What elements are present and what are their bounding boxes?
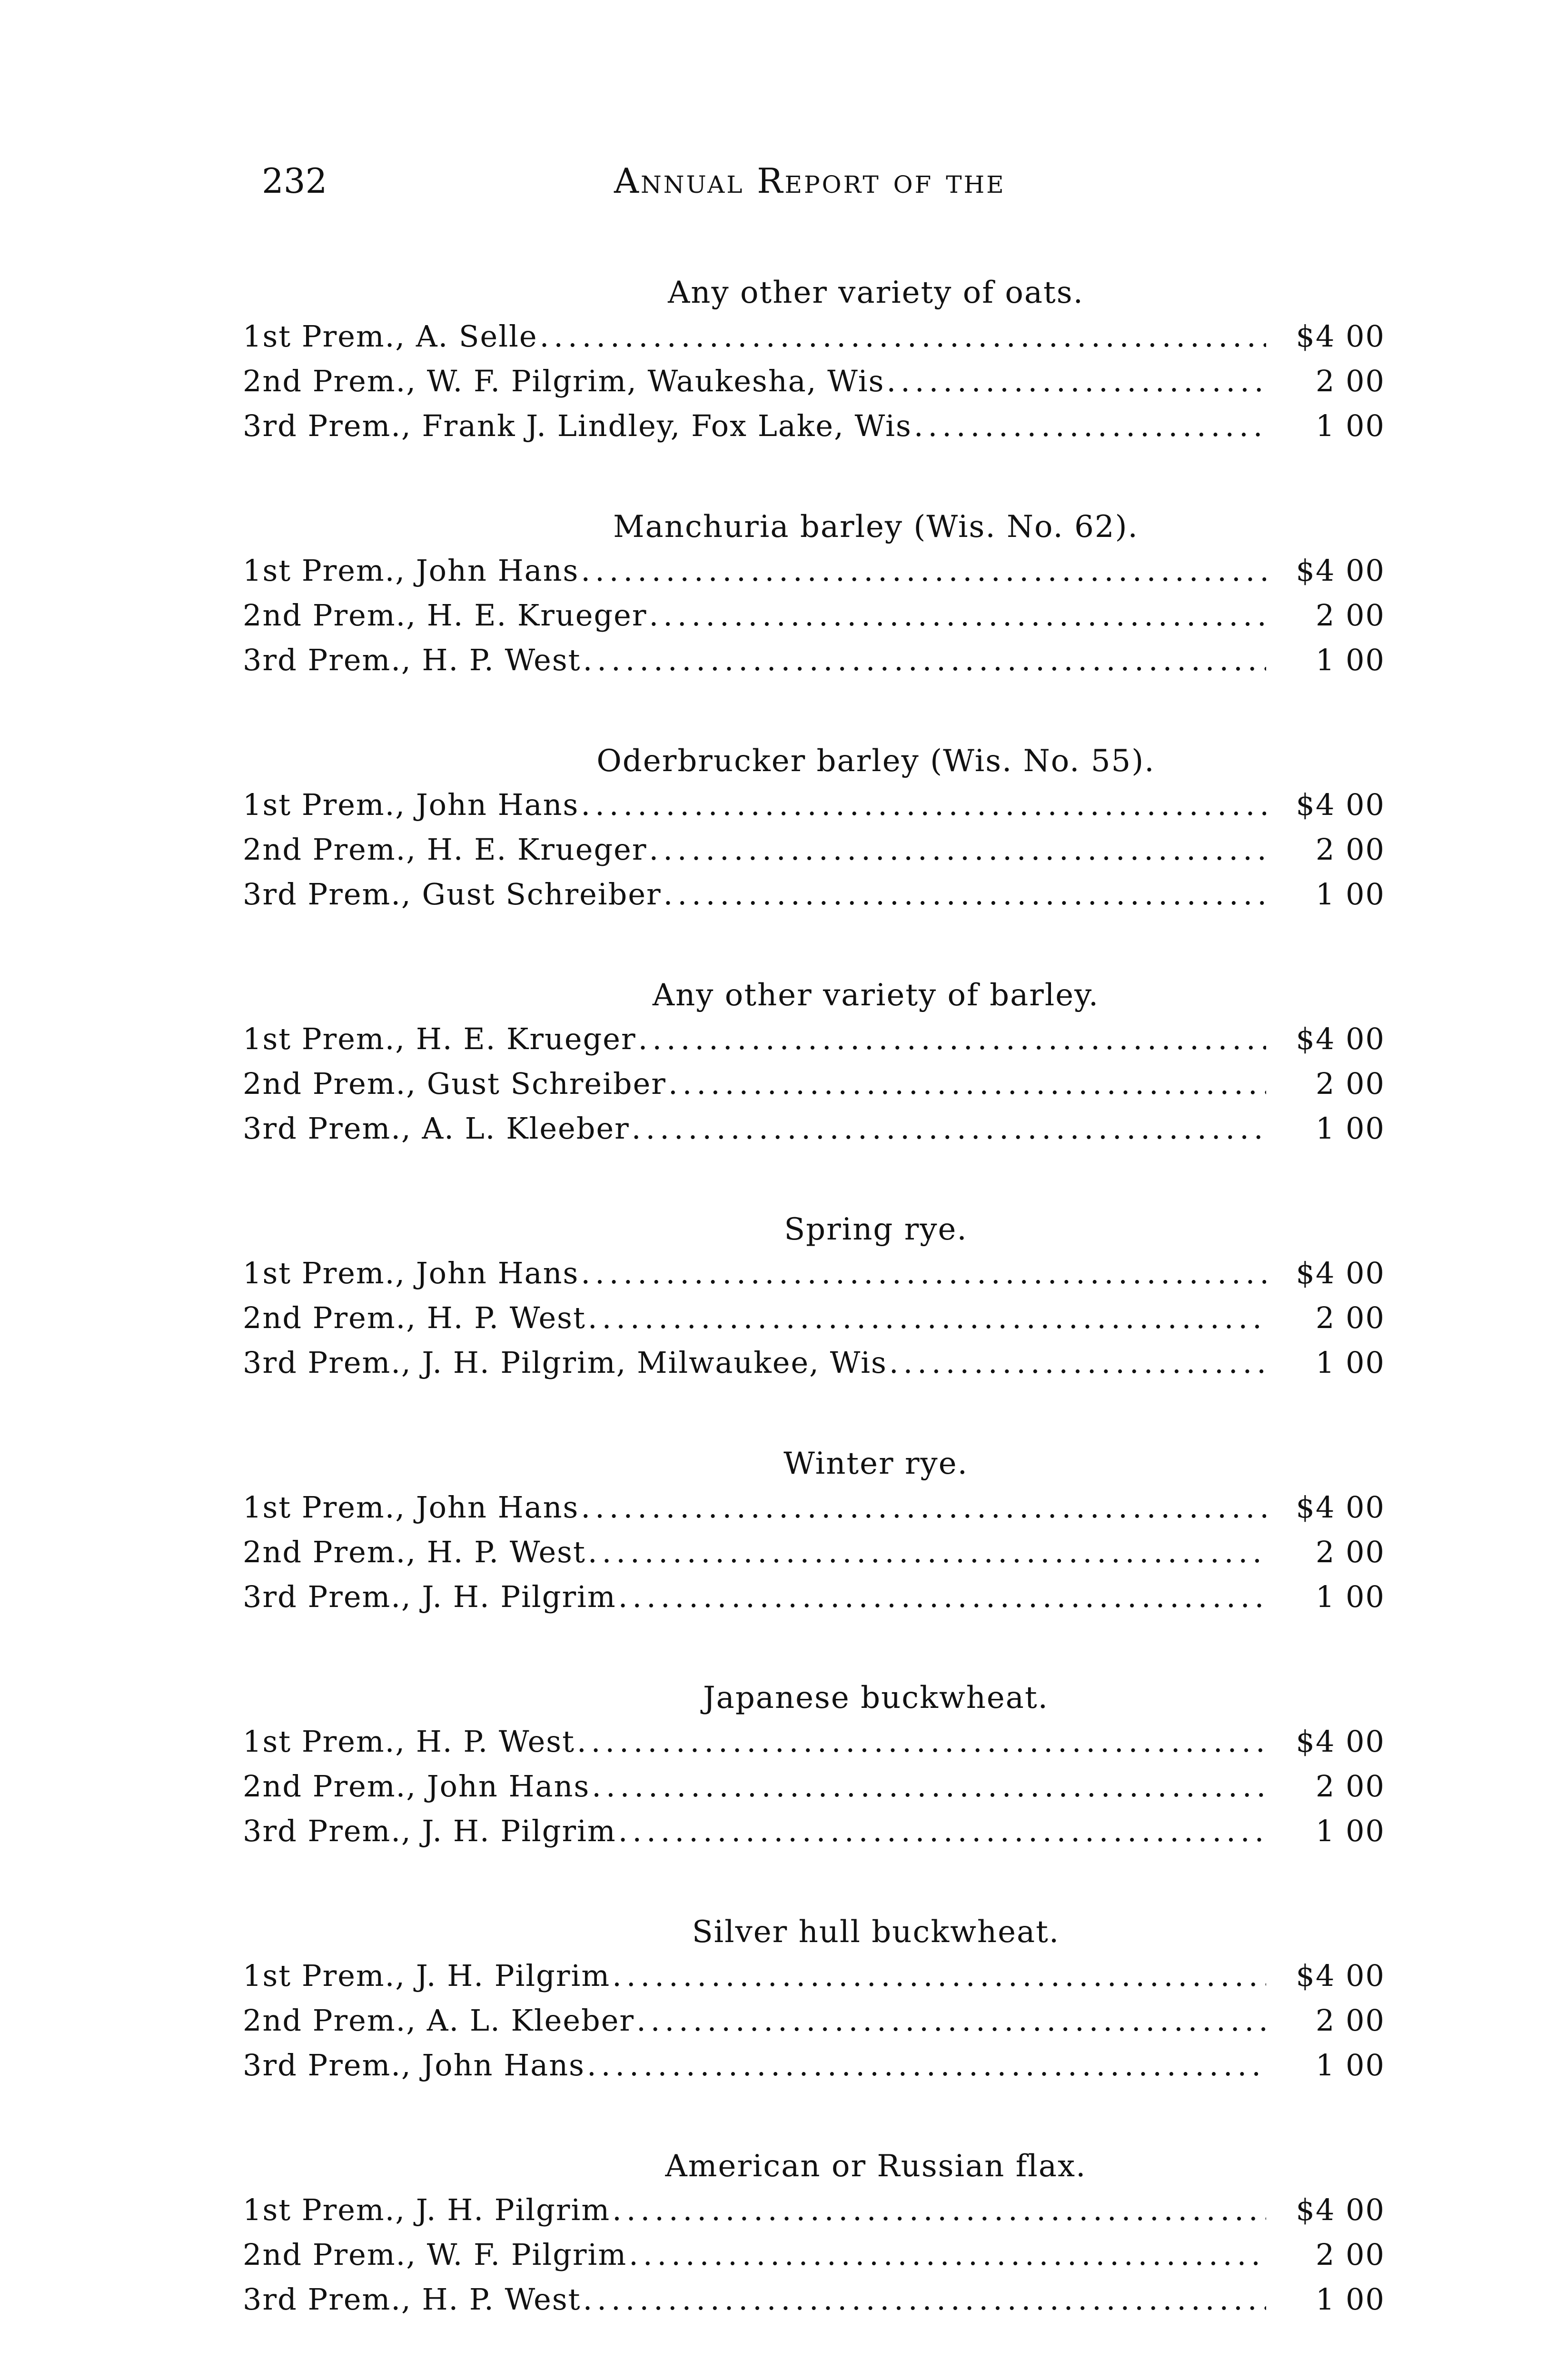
dot-leader [588, 1296, 1266, 1340]
dot-leader [583, 2277, 1266, 2322]
entry-label: 1st Prem., H. E. Krueger [243, 1021, 636, 1056]
entry-amount: 1 00 [1315, 1814, 1385, 1848]
premium-entry [243, 827, 1385, 872]
premium-entry [243, 872, 1385, 917]
entry-label: 3rd Prem., Frank J. Lindley, Fox Lake, Wis [243, 408, 912, 443]
premium-entry [243, 783, 1385, 827]
entry-amount: $4 00 [1296, 553, 1385, 588]
running-title: Annual Report of the [614, 161, 1006, 201]
dot-leader [592, 1764, 1266, 1809]
entry-amount: 2 00 [1315, 832, 1385, 867]
entry-amount: 1 00 [1315, 643, 1385, 677]
premium-entry [243, 1061, 1385, 1106]
entry-label: 3rd Prem., H. P. West [243, 2282, 581, 2317]
premium-entry [243, 404, 1385, 448]
dot-leader [581, 1485, 1266, 1530]
entry-amount: 1 00 [1315, 2048, 1385, 2082]
premium-entry [243, 359, 1385, 404]
premium-entry [243, 2188, 1385, 2232]
entry-label: 2nd Prem., H. E. Krueger [243, 598, 647, 633]
entry-amount: $4 00 [1296, 1256, 1385, 1290]
entry-label: 3rd Prem., Gust Schreiber [243, 877, 662, 912]
premium-entry [243, 1296, 1385, 1340]
section-title: Oderbrucker barley (Wis. No. 55). [596, 744, 1155, 779]
entry-amount: $4 00 [1296, 2192, 1385, 2227]
entry-label: 2nd Prem., H. E. Krueger [243, 832, 647, 867]
dot-leader [638, 1017, 1266, 1061]
entry-label: 3rd Prem., J. H. Pilgrim [243, 1579, 616, 1614]
premium-entry [243, 1764, 1385, 1809]
premium-list [243, 271, 1385, 2379]
entry-label: 3rd Prem., A. L. Kleeber [243, 1111, 630, 1146]
dot-leader [632, 1106, 1266, 1151]
premium-entry [243, 314, 1385, 359]
premium-entry [243, 1485, 1385, 1530]
entry-label: 1st Prem., John Hans [243, 553, 579, 588]
premium-section [243, 506, 1385, 683]
dot-leader [889, 1340, 1266, 1385]
section-title: American or Russian flax. [665, 2149, 1087, 2184]
premium-section [243, 1208, 1385, 1385]
entry-label: 2nd Prem., Gust Schreiber [243, 1066, 666, 1101]
premium-entry [243, 1998, 1385, 2043]
premium-section [243, 1676, 1385, 1854]
premium-section [243, 740, 1385, 917]
entry-amount: $4 00 [1296, 1490, 1385, 1525]
entry-amount: 1 00 [1315, 1111, 1385, 1146]
entry-label: 3rd Prem., J. H. Pilgrim [243, 1814, 616, 1848]
entry-amount: $4 00 [1296, 1021, 1385, 1056]
dot-leader [629, 2232, 1266, 2277]
premium-section [243, 271, 1385, 448]
entry-label: 1st Prem., John Hans [243, 1490, 579, 1525]
premium-entry [243, 548, 1385, 593]
entry-label: 2nd Prem., W. F. Pilgrim [243, 2237, 627, 2272]
entry-amount: 2 00 [1315, 1535, 1385, 1569]
dot-leader [618, 1575, 1266, 1619]
entry-label: 3rd Prem., H. P. West [243, 643, 581, 677]
dot-leader [636, 1998, 1266, 2043]
entry-label: 2nd Prem., W. F. Pilgrim, Waukesha, Wis [243, 364, 885, 398]
dot-leader [886, 359, 1266, 404]
entry-label: 2nd Prem., A. L. Kleeber [243, 2003, 635, 2038]
premium-entry [243, 1340, 1385, 1385]
entry-amount: $4 00 [1296, 319, 1385, 354]
section-title: Spring rye. [784, 1212, 968, 1247]
dot-leader [588, 1530, 1266, 1575]
dot-leader [577, 1719, 1266, 1764]
premium-entry [243, 1017, 1385, 1061]
section-title: Any other variety of oats. [668, 275, 1084, 310]
premium-entry [243, 1954, 1385, 1998]
dot-leader [612, 2188, 1266, 2232]
entry-label: 1st Prem., A. Selle [243, 319, 538, 354]
premium-entry [243, 2043, 1385, 2088]
entry-label: 1st Prem., John Hans [243, 1256, 579, 1290]
dot-leader [664, 872, 1266, 917]
premium-entry [243, 1530, 1385, 1575]
premium-entry [243, 2232, 1385, 2277]
premium-entry [243, 638, 1385, 683]
dot-leader [540, 314, 1266, 359]
dot-leader [914, 404, 1266, 448]
entry-label: 3rd Prem., J. H. Pilgrim, Milwaukee, Wis [243, 1345, 887, 1380]
entry-label: 3rd Prem., John Hans [243, 2048, 585, 2082]
entry-amount: 2 00 [1315, 598, 1385, 633]
premium-section [243, 1442, 1385, 1619]
entry-amount: 1 00 [1315, 2282, 1385, 2317]
entry-amount: 2 00 [1315, 1066, 1385, 1101]
premium-entry [243, 1106, 1385, 1151]
section-title: Manchuria barley (Wis. No. 62). [613, 509, 1139, 545]
dot-leader [649, 593, 1267, 638]
entry-amount: 2 00 [1315, 2237, 1385, 2272]
entry-amount: $4 00 [1296, 787, 1385, 822]
entry-amount: 1 00 [1315, 877, 1385, 912]
page-number: 232 [262, 161, 327, 201]
dot-leader [668, 1061, 1266, 1106]
premium-entry [243, 1251, 1385, 1296]
entry-label: 1st Prem., J. H. Pilgrim [243, 2192, 611, 2227]
entry-label: 2nd Prem., John Hans [243, 1769, 590, 1804]
dot-leader [581, 783, 1266, 827]
section-title: Any other variety of barley. [652, 978, 1100, 1013]
section-title: Winter rye. [783, 1446, 968, 1481]
entry-label: 1st Prem., John Hans [243, 787, 579, 822]
entry-amount: 2 00 [1315, 2003, 1385, 2038]
dot-leader [581, 1251, 1266, 1296]
premium-entry [243, 1809, 1385, 1854]
dot-leader [649, 827, 1267, 872]
entry-amount: 1 00 [1315, 1345, 1385, 1380]
entry-label: 2nd Prem., H. P. West [243, 1300, 586, 1335]
premium-entry [243, 2277, 1385, 2322]
entry-amount: $4 00 [1296, 1724, 1385, 1759]
premium-entry [243, 1575, 1385, 1619]
premium-section [243, 2145, 1385, 2322]
dot-leader [583, 638, 1266, 683]
page-header [262, 157, 1261, 214]
premium-section [243, 1911, 1385, 2088]
entry-amount: 1 00 [1315, 408, 1385, 443]
dot-leader [618, 1809, 1266, 1854]
dot-leader [587, 2043, 1266, 2088]
entry-label: 1st Prem., H. P. West [243, 1724, 575, 1759]
entry-amount: 2 00 [1315, 364, 1385, 398]
premium-entry [243, 593, 1385, 638]
entry-amount: 2 00 [1315, 1769, 1385, 1804]
entry-label: 1st Prem., J. H. Pilgrim [243, 1958, 611, 1993]
section-title: Japanese buckwheat. [703, 1680, 1049, 1716]
premium-entry [243, 1719, 1385, 1764]
entry-amount: 2 00 [1315, 1300, 1385, 1335]
premium-section [243, 974, 1385, 1151]
entry-amount: 1 00 [1315, 1579, 1385, 1614]
dot-leader [612, 1954, 1266, 1998]
entry-label: 2nd Prem., H. P. West [243, 1535, 586, 1569]
dot-leader [581, 548, 1266, 593]
section-title: Silver hull buckwheat. [692, 1914, 1060, 1950]
entry-amount: $4 00 [1296, 1958, 1385, 1993]
